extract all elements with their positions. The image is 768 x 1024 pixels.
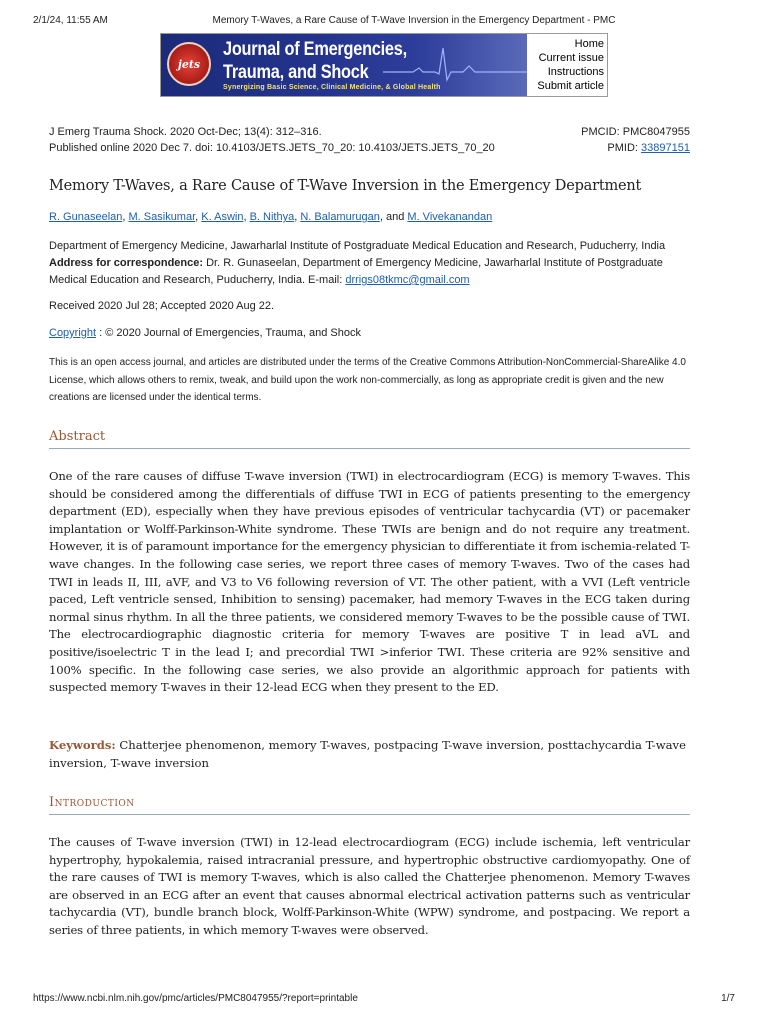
journal-title-line2: Trauma, and Shock — [223, 62, 369, 83]
journal-logo-icon — [167, 42, 211, 86]
print-url: https://www.ncbi.nlm.nih.gov/pmc/articles/PMC8047955/?report=printable — [33, 993, 358, 1004]
received-accepted-dates: Received 2020 Jul 28; Accepted 2020 Aug 22. — [49, 300, 275, 312]
journal-tagline: Synergizing Basic Science, Clinical Medicine, & Global Health — [223, 84, 441, 91]
author-list: R. Gunaseelan, M. Sasikumar, K. Aswin, B. Nithya, N. Balamurugan, and M. Vivekanandan — [49, 211, 493, 223]
print-header — [33, 15, 735, 29]
print-footer — [33, 993, 735, 1007]
keywords-text: Chatterjee phenomenon, memory T-waves, postpacing T-wave inversion, posttachycardia T-wave inversion, T-wave inversion — [49, 738, 686, 770]
keywords-label: Keywords: — [49, 738, 116, 752]
print-datetime: 2/1/24, 11:55 AM — [33, 15, 108, 26]
correspondence-label: Address for correspondence: — [49, 257, 204, 269]
correspondence-text: Dr. R. Gunaseelan, Department of Emergency Medicine, Jawarharlal Institute of Postgraduate Medical Education and Research, Puducherry, India. E-mail: — [49, 257, 663, 286]
pmid — [581, 140, 690, 156]
journal-title-line1: Journal of Emergencies, — [223, 39, 407, 60]
department: Department of Emergency Medicine, Jawarharlal Institute of Postgraduate Medical Education and Research, Puducherry, India — [49, 240, 666, 252]
copyright — [49, 327, 690, 339]
article-title: Memory T-Waves, a Rare Cause of T-Wave Inversion in the Emergency Department — [49, 178, 642, 194]
pmid-link[interactable]: 33897151 — [641, 142, 690, 154]
pmid-label: PMID: — [607, 142, 642, 154]
author-link[interactable]: K. Aswin — [201, 211, 244, 223]
published-doi: Published online 2020 Dec 7. doi: 10.4103/JETS.JETS_70_20: 10.4103/JETS.JETS_70_20 — [49, 142, 495, 154]
license-text: This is an open access journal, and articles are distributed under the terms of the Creative Commons Attribution-NonCommercial-ShareAlike 4.0 License, which allows others to remix, tweak, and build upon the work non-commercially, as long as appropriate credit is given and the new creations are licensed under the identical terms. — [49, 357, 686, 403]
abstract-heading: Abstract — [49, 429, 690, 449]
author-link[interactable]: M. Vivekanandan — [407, 211, 493, 223]
email-link[interactable]: drrigs08tkmc@gmail.com — [345, 274, 470, 286]
author-link[interactable]: B. Nithya — [249, 211, 295, 223]
citation: J Emerg Trauma Shock. 2020 Oct-Dec; 13(4): 312–316. — [49, 126, 322, 138]
logo-text: jets — [177, 57, 201, 71]
pmcid: PMCID: PMC8047955 — [581, 126, 690, 138]
print-page-number: 1/7 — [721, 993, 735, 1004]
article-ids — [581, 124, 690, 156]
nav-submit-article-link[interactable]: Submit article — [537, 80, 604, 92]
article-meta — [49, 124, 690, 156]
introduction-heading: Introduction — [49, 795, 690, 815]
author-link[interactable]: M. Sasikumar — [128, 211, 196, 223]
author-link[interactable]: N. Balamurugan — [300, 211, 380, 223]
introduction-text: The causes of T-wave inversion (TWI) in 12-lead electrocardiogram (ECG) include ischemia, left ventricular hypertrophy, hypokalemia, raised intracranial pressure, and hypertrophic obstructive cardiomyopathy. One of the rare causes of TWI is memory T-waves, which is also called the Chatterjee phenomenon. Memory T-waves are observed in an ECG after an event that causes abnormal electrical activation patterns such as ventricular tachycardia (VT), bundle branch block, Wolff-Parkinson-White (WPW) syndrome, and postpacing. We report a series of three patients, in which memory T-waves were observed. — [49, 835, 690, 937]
authors-conjunction: and — [385, 211, 405, 223]
affiliation — [49, 238, 690, 289]
print-page-title: Memory T-Waves, a Rare Cause of T-Wave Inversion in the Emergency Department - PMC — [212, 15, 616, 26]
copyright-text: : © 2020 Journal of Emergencies, Trauma, and Shock — [96, 327, 361, 339]
correspondence — [49, 255, 690, 289]
nav-instructions-link[interactable]: Instructions — [547, 66, 604, 78]
ecg-waveform-icon — [383, 44, 527, 84]
copyright-link[interactable]: Copyright — [49, 327, 97, 339]
keywords — [49, 737, 690, 772]
journal-brand[interactable] — [161, 34, 527, 96]
nav-home-link[interactable]: Home — [574, 38, 604, 50]
journal-nav — [527, 34, 607, 96]
journal-banner — [160, 33, 608, 97]
abstract-text: One of the rare causes of diffuse T-wave inversion (TWI) in electrocardiogram (ECG) is memory T-waves. This should be considered among the differentials of diffuse TWI in ECG of patients presenting to the emergency department (ED), especially when they have previous episodes of ventricular tachycardia (VT) or pacemaker implantation or Wolff-Parkinson-White syndrome. These TWIs are benign and do not require any treatment. However, it is of paramount importance for the emergency physician to differentiate it from ischemia-related T-wave changes. In the following case series, we report three cases of memory T-waves. Two of the cases had TWI in leads II, III, aVF, and V3 to V6 following reversion of VT. The other patient, with a VVI (Left ventricle paced, Left ventricle sensed, Inhibition to sensing) pacemaker, had memory T-waves in the ECG taken during normal sinus rhythm. In all the three patients, we considered memory T-waves to be the possible cause of TWI. The electrocardiographic diagnostic criteria for memory T-waves are positive T in lead aVL and positive/isoelectric T in the lead I; and precordial TWI >inferior TWI. These criteria are 92% sensitive and 100% specific. In the following case series, we also provide an algorithmic approach for patients with suspected memory T-waves in their 12-lead ECG when they present to the ED. — [49, 469, 690, 695]
author-link[interactable]: R. Gunaseelan — [49, 211, 123, 223]
nav-current-issue-link[interactable]: Current issue — [538, 52, 604, 64]
